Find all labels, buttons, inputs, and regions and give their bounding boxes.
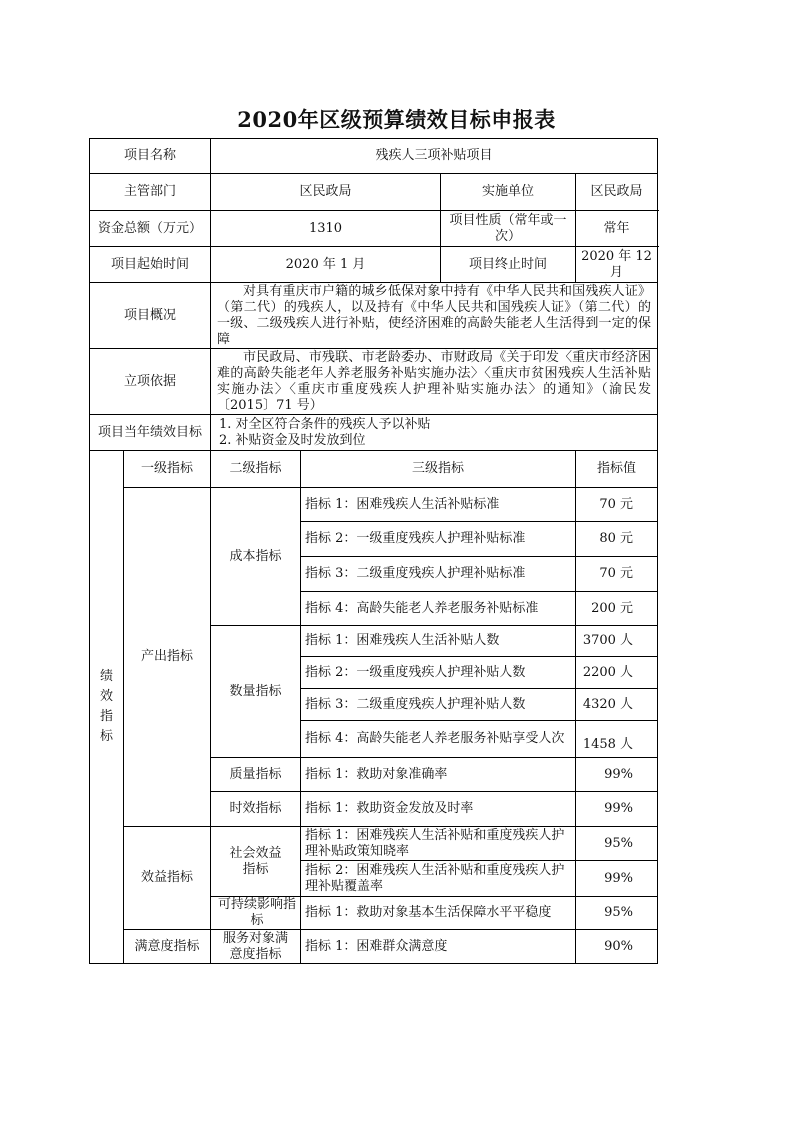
satisfaction-text: 指标 1：困难群众满意度 [301,930,576,964]
output-label: 产出指标 [124,488,211,827]
row-basis [90,349,658,415]
col-level3: 三级指标 [301,451,576,488]
social-label-text: 社会效益指标 [229,845,282,877]
goal-list [211,415,658,451]
cost-3-value: 70 元 [576,557,658,592]
goal-item: 2. 补贴资金及时发放到位 [219,432,366,448]
service-label [211,930,301,964]
quantity-2-text: 指标 2：一级重度残疾人护理补贴人数 [301,657,576,689]
nature-value: 常年 [576,211,658,247]
fund-value: 1310 [211,211,441,247]
timeliness-value: 99% [576,792,658,827]
social-1-text: 指标 1：困难残疾人生活补贴和重度残疾人护理补贴政策知晓率 [301,827,576,861]
cost-3-text: 指标 3：二级重度残疾人护理补贴标准 [301,557,576,592]
social-2-text: 指标 2：困难残疾人生活补贴和重度残疾人护理补贴覆盖率 [301,861,576,897]
row-department [90,174,658,211]
sustain-text: 指标 1：救助对象基本生活保障水平平稳度 [301,897,576,930]
quantity-1-value: 3700 人 [576,626,658,657]
dept-value: 区民政局 [211,174,441,211]
sustain-label [211,897,301,930]
quantity-4-value: 1458 人 [576,721,658,758]
cost-2-text: 指标 2：一级重度残疾人护理补贴标准 [301,522,576,557]
social-label [211,827,301,897]
dept-label: 主管部门 [90,174,211,211]
overview-value: 对具有重庆市户籍的城乡低保对象中持有《中华人民共和国残疾人证》（第二代）的残疾人，以及持有《中华人民共和国残疾人证》（第二代）的一级、二级残疾人进行补贴，使经济困难的高龄失能老人生活得到一定的保障 [211,283,658,349]
row-dates [90,247,658,283]
satisfaction-label: 满意度指标 [124,930,211,964]
end-label: 项目终止时间 [441,247,576,283]
row-goals [90,415,658,451]
cost-label: 成本指标 [211,488,301,626]
cost-4-text: 指标 4：高龄失能老人养老服务补贴标准 [301,592,576,626]
quality-value: 99% [576,758,658,792]
impl-value: 区民政局 [576,174,658,211]
cost-4-value: 200 元 [576,592,658,626]
goal-label: 项目当年绩效目标 [90,415,211,451]
impl-label: 实施单位 [441,174,576,211]
quantity-3-text: 指标 3：二级重度残疾人护理补贴人数 [301,689,576,721]
budget-table [89,138,658,964]
satisfaction-value: 90% [576,930,658,964]
service-label-text: 服务对象满意度指标 [223,930,289,962]
row-indicator-header [90,451,658,488]
row-project-name [90,139,658,174]
start-value: 2020 年 1 月 [211,247,441,283]
quantity-4-text: 指标 4：高龄失能老人养老服务补贴享受人次 [301,721,576,758]
quantity-2-value: 2200 人 [576,657,658,689]
row-overview [90,283,658,349]
nature-label: 项目性质（常年或一次） [441,211,576,247]
quantity-3-value: 4320 人 [576,689,658,721]
sustain-value: 95% [576,897,658,930]
fund-label: 资金总额（万元） [90,211,211,247]
page-title: 2020年区级预算绩效目标申报表 [237,107,556,132]
quantity-label: 数量指标 [211,626,301,758]
indicators-section-text: 绩效指标 [99,669,113,744]
sustain-label-text: 可持续影响指标 [218,897,297,928]
basis-label: 立项依据 [90,349,211,415]
col-value: 指标值 [576,451,658,488]
cost-2-value: 80 元 [576,522,658,557]
social-1-value: 95% [576,827,658,861]
timeliness-text: 指标 1：救助资金发放及时率 [301,792,576,827]
overview-label: 项目概况 [90,283,211,349]
quality-label: 质量指标 [211,758,301,792]
quality-text: 指标 1：救助对象准确率 [301,758,576,792]
benefit-label: 效益指标 [124,827,211,930]
col-level1: 一级指标 [124,451,211,488]
start-label: 项目起始时间 [90,247,211,283]
quantity-1-text: 指标 1：困难残疾人生活补贴人数 [301,626,576,657]
table-row [90,488,658,522]
cost-1-text: 指标 1：困难残疾人生活补贴标准 [301,488,576,522]
col-level2: 二级指标 [211,451,301,488]
project-name-value: 残疾人三项补贴项目 [211,139,658,174]
indicators-section-label [90,451,124,964]
table-row [90,930,658,964]
basis-value: 市民政局、市残联、市老龄委办、市财政局《关于印发〈重庆市经济困难的高龄失能老年人养老服务补贴实施办法〉〈重庆市贫困残疾人生活补贴实施办法〉〈重庆市重度残疾人护理补贴实施办法〉的通知》（渝民发〔2015〕71 号） [211,349,658,415]
row-fund [90,211,658,247]
end-value: 2020 年 12 月 [576,247,658,283]
goal-item: 1. 对全区符合条件的残疾人予以补贴 [219,416,431,432]
cost-1-value: 70 元 [576,488,658,522]
timeliness-label: 时效指标 [211,792,301,827]
project-name-label: 项目名称 [90,139,211,174]
table-row [90,827,658,861]
social-2-value: 99% [576,861,658,897]
